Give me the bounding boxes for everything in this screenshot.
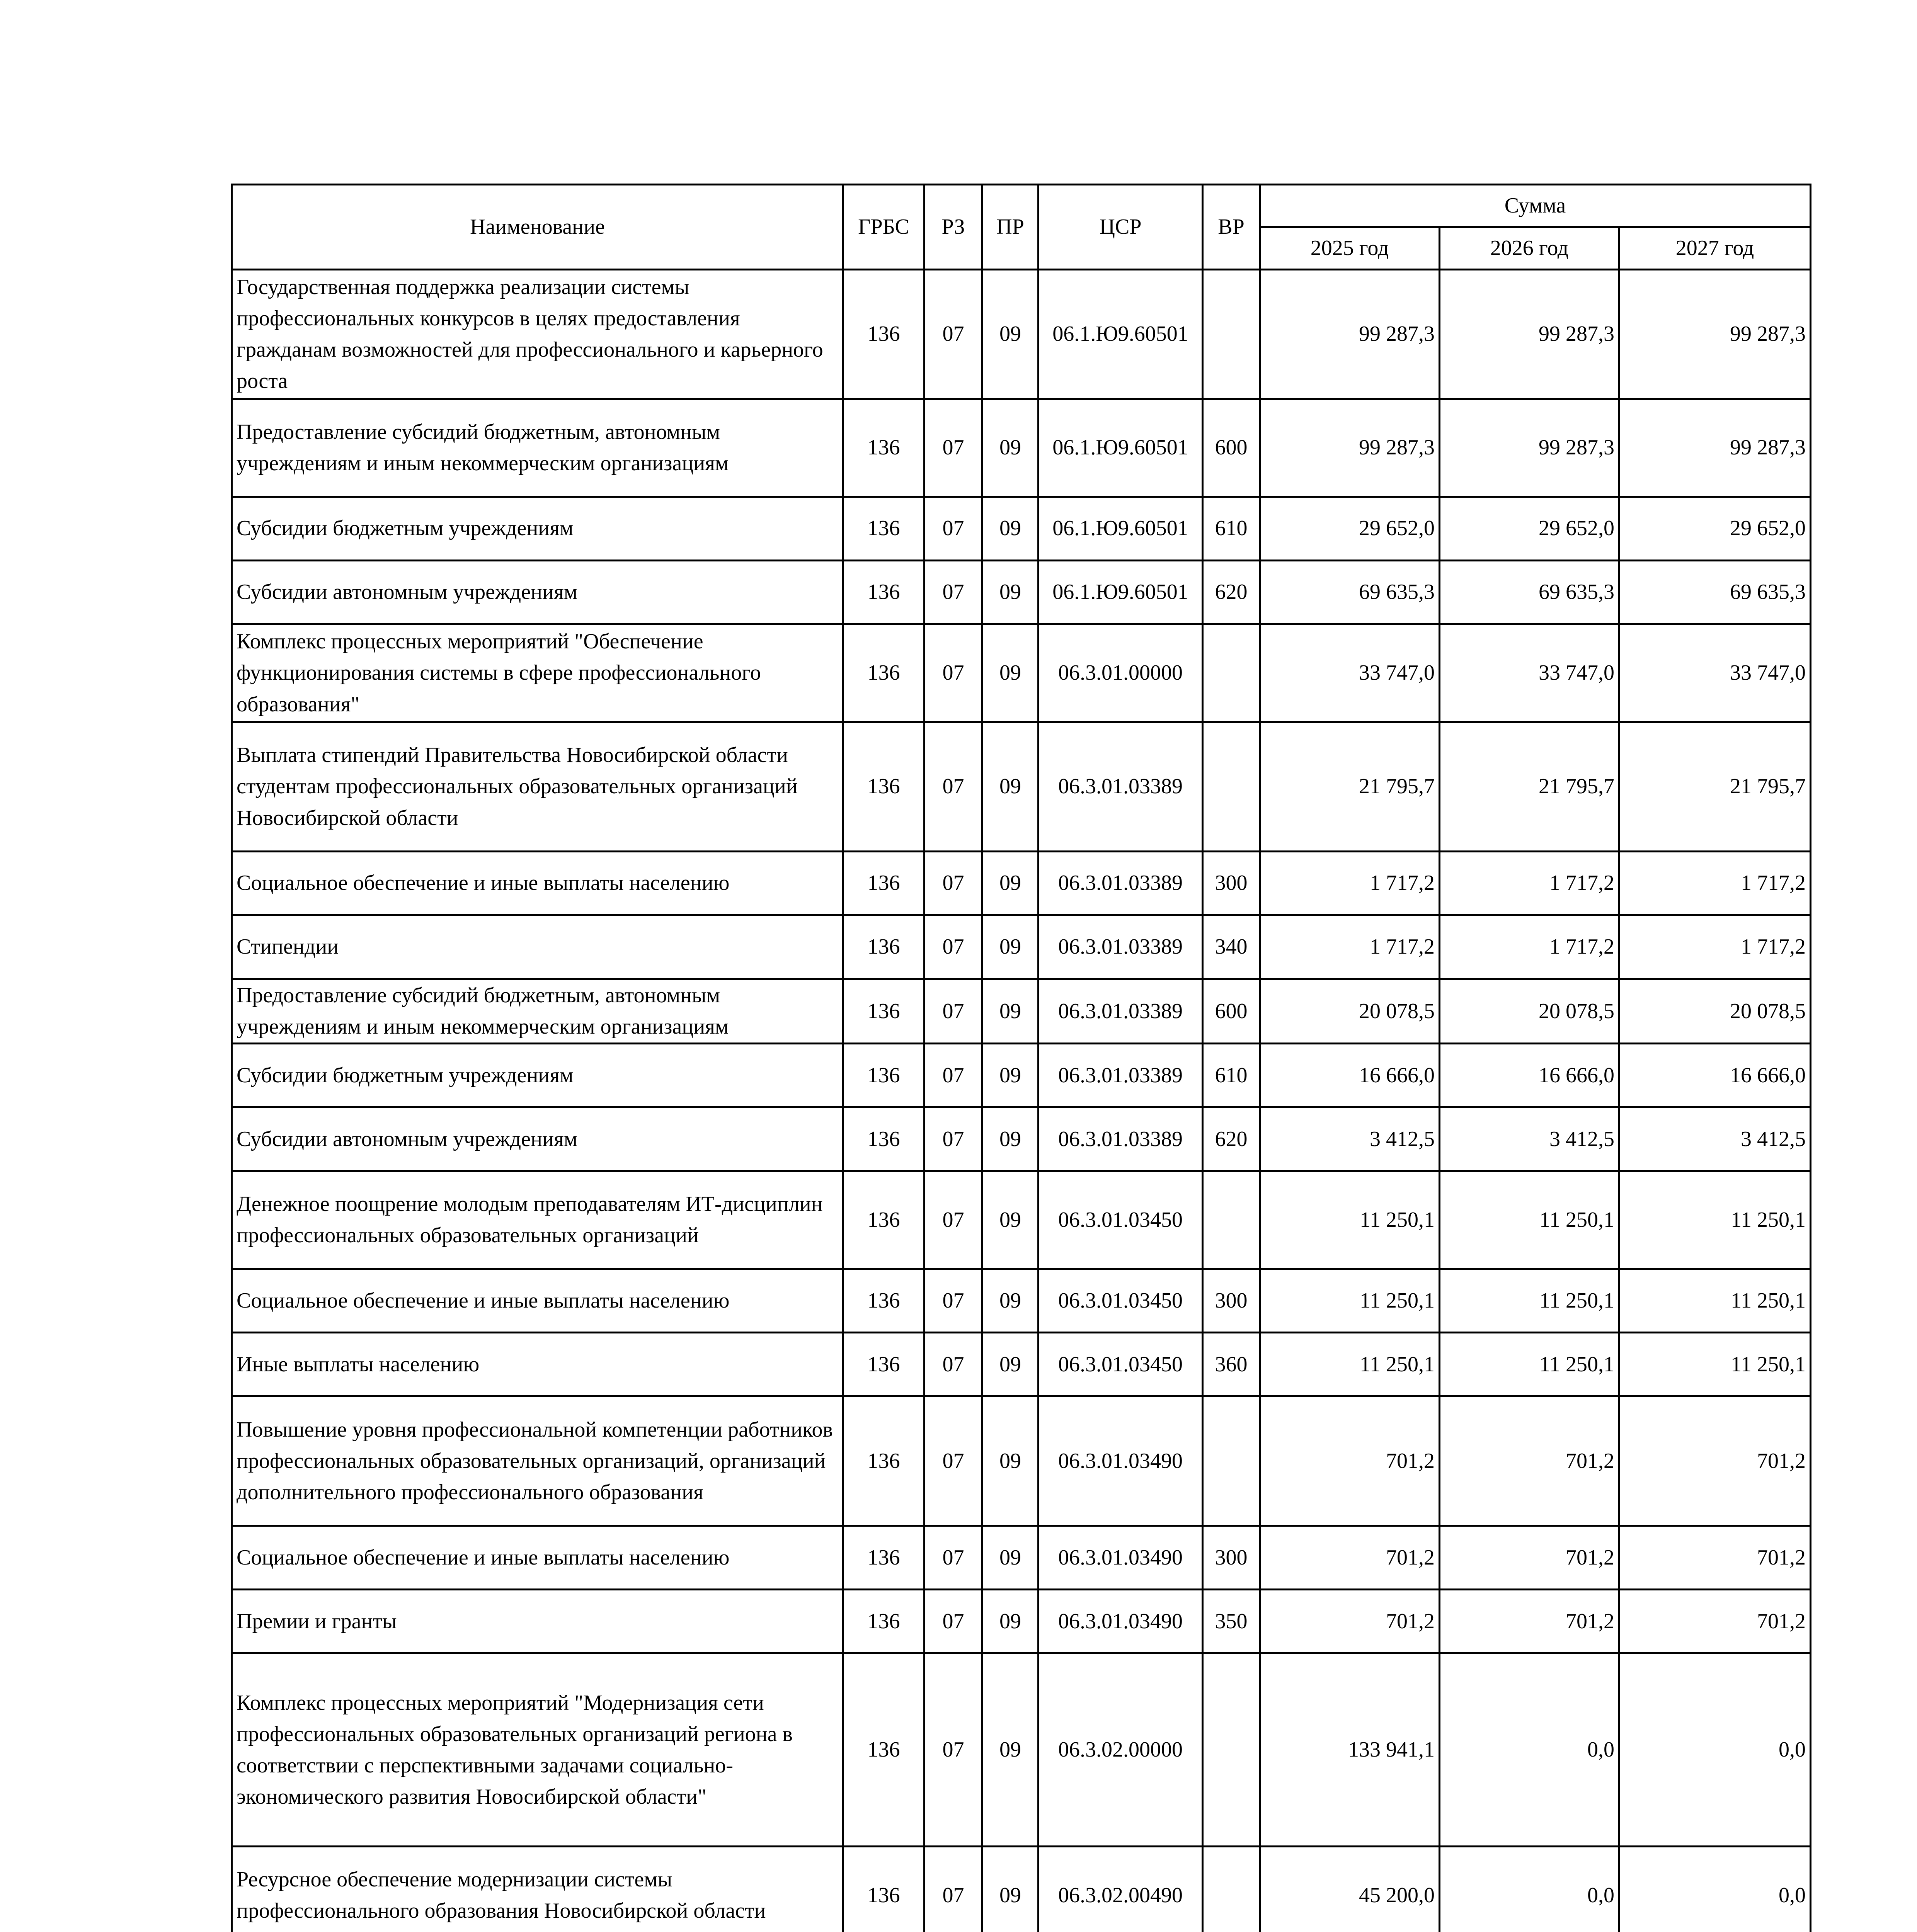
cell-pr: 09 — [982, 561, 1039, 624]
cell-vr — [1203, 1653, 1260, 1847]
cell-2027: 29 652,0 — [1619, 497, 1811, 561]
table-row — [232, 561, 1811, 624]
cell-2027: 701,2 — [1619, 1590, 1811, 1653]
cell-pr: 09 — [982, 1526, 1039, 1590]
cell-grbs: 136 — [843, 1333, 924, 1396]
cell-rz: 07 — [924, 1847, 982, 1932]
cell-name: Премии и гранты — [232, 1590, 843, 1653]
header-vr: ВР — [1203, 185, 1260, 270]
cell-grbs: 136 — [843, 1107, 924, 1171]
cell-rz: 07 — [924, 852, 982, 915]
header-2027: 2027 год — [1619, 227, 1811, 270]
cell-2027: 701,2 — [1619, 1526, 1811, 1590]
table-row — [232, 1171, 1811, 1269]
cell-pr: 09 — [982, 1171, 1039, 1269]
cell-grbs: 136 — [843, 1526, 924, 1590]
cell-2025: 99 287,3 — [1260, 270, 1440, 399]
cell-name: Иные выплаты населению — [232, 1333, 843, 1396]
cell-csr: 06.3.01.03389 — [1039, 722, 1203, 852]
cell-rz: 07 — [924, 270, 982, 399]
cell-grbs: 136 — [843, 497, 924, 561]
cell-2026: 29 652,0 — [1440, 497, 1619, 561]
cell-vr — [1203, 1847, 1260, 1932]
cell-csr: 06.1.Ю9.60501 — [1039, 270, 1203, 399]
table-row — [232, 270, 1811, 399]
cell-csr: 06.3.01.03450 — [1039, 1171, 1203, 1269]
cell-rz: 07 — [924, 1396, 982, 1526]
cell-grbs: 136 — [843, 1847, 924, 1932]
cell-grbs: 136 — [843, 722, 924, 852]
cell-vr — [1203, 270, 1260, 399]
cell-pr: 09 — [982, 1333, 1039, 1396]
header-2026: 2026 год — [1440, 227, 1619, 270]
table-row — [232, 852, 1811, 915]
cell-2027: 0,0 — [1619, 1653, 1811, 1847]
cell-2027: 3 412,5 — [1619, 1107, 1811, 1171]
cell-2025: 99 287,3 — [1260, 399, 1440, 497]
cell-csr: 06.1.Ю9.60501 — [1039, 399, 1203, 497]
cell-name: Комплекс процессных мероприятий "Модернизация сети профессиональных образовательных организаций региона в соответствии с перспективными задачами социально-экономического развития Новосибирской области" — [232, 1653, 843, 1847]
cell-2027: 11 250,1 — [1619, 1269, 1811, 1333]
header-name: Наименование — [232, 185, 843, 270]
cell-vr — [1203, 722, 1260, 852]
cell-rz: 07 — [924, 1107, 982, 1171]
table-row — [232, 1333, 1811, 1396]
cell-2025: 701,2 — [1260, 1526, 1440, 1590]
cell-pr: 09 — [982, 915, 1039, 979]
cell-rz: 07 — [924, 1269, 982, 1333]
cell-grbs: 136 — [843, 852, 924, 915]
cell-csr: 06.1.Ю9.60501 — [1039, 497, 1203, 561]
cell-2026: 1 717,2 — [1440, 915, 1619, 979]
cell-2025: 3 412,5 — [1260, 1107, 1440, 1171]
cell-rz: 07 — [924, 561, 982, 624]
cell-2027: 701,2 — [1619, 1396, 1811, 1526]
cell-2025: 69 635,3 — [1260, 561, 1440, 624]
cell-2025: 1 717,2 — [1260, 915, 1440, 979]
cell-2026: 16 666,0 — [1440, 1044, 1619, 1107]
table-row — [232, 1396, 1811, 1526]
cell-rz: 07 — [924, 915, 982, 979]
cell-2026: 701,2 — [1440, 1526, 1619, 1590]
cell-2025: 21 795,7 — [1260, 722, 1440, 852]
cell-csr: 06.3.01.03389 — [1039, 1107, 1203, 1171]
header-rz: РЗ — [924, 185, 982, 270]
cell-rz: 07 — [924, 624, 982, 722]
cell-2026: 1 717,2 — [1440, 852, 1619, 915]
table-body — [232, 270, 1811, 1932]
cell-pr: 09 — [982, 722, 1039, 852]
cell-vr: 610 — [1203, 497, 1260, 561]
cell-csr: 06.3.01.00000 — [1039, 624, 1203, 722]
cell-2025: 20 078,5 — [1260, 979, 1440, 1044]
cell-grbs: 136 — [843, 1044, 924, 1107]
cell-name: Предоставление субсидий бюджетным, автономным учреждениям и иным некоммерческим организациям — [232, 979, 843, 1044]
cell-name: Субсидии бюджетным учреждениям — [232, 1044, 843, 1107]
cell-name: Государственная поддержка реализации системы профессиональных конкурсов в целях предоставления гражданам возможностей для профессионального и карьерного роста — [232, 270, 843, 399]
cell-grbs: 136 — [843, 1590, 924, 1653]
cell-rz: 07 — [924, 1044, 982, 1107]
cell-rz: 07 — [924, 1590, 982, 1653]
cell-2025: 701,2 — [1260, 1396, 1440, 1526]
cell-2027: 11 250,1 — [1619, 1333, 1811, 1396]
cell-grbs: 136 — [843, 624, 924, 722]
cell-vr: 360 — [1203, 1333, 1260, 1396]
cell-2025: 16 666,0 — [1260, 1044, 1440, 1107]
cell-csr: 06.3.02.00490 — [1039, 1847, 1203, 1932]
cell-pr: 09 — [982, 1269, 1039, 1333]
cell-2027: 20 078,5 — [1619, 979, 1811, 1044]
cell-name: Субсидии бюджетным учреждениям — [232, 497, 843, 561]
cell-2025: 1 717,2 — [1260, 852, 1440, 915]
cell-2025: 11 250,1 — [1260, 1269, 1440, 1333]
cell-2027: 16 666,0 — [1619, 1044, 1811, 1107]
cell-rz: 07 — [924, 722, 982, 852]
cell-2026: 33 747,0 — [1440, 624, 1619, 722]
table-row — [232, 1044, 1811, 1107]
cell-name: Стипендии — [232, 915, 843, 979]
cell-2027: 99 287,3 — [1619, 399, 1811, 497]
cell-pr: 09 — [982, 1847, 1039, 1932]
cell-2027: 69 635,3 — [1619, 561, 1811, 624]
cell-2026: 11 250,1 — [1440, 1171, 1619, 1269]
cell-vr: 620 — [1203, 1107, 1260, 1171]
cell-grbs: 136 — [843, 399, 924, 497]
cell-grbs: 136 — [843, 1653, 924, 1847]
cell-vr: 340 — [1203, 915, 1260, 979]
cell-pr: 09 — [982, 979, 1039, 1044]
cell-pr: 09 — [982, 497, 1039, 561]
cell-2025: 11 250,1 — [1260, 1333, 1440, 1396]
cell-csr: 06.1.Ю9.60501 — [1039, 561, 1203, 624]
cell-name: Предоставление субсидий бюджетным, автономным учреждениям и иным некоммерческим организациям — [232, 399, 843, 497]
table-row — [232, 399, 1811, 497]
cell-grbs: 136 — [843, 1396, 924, 1526]
table-row — [232, 979, 1811, 1044]
cell-csr: 06.3.01.03490 — [1039, 1526, 1203, 1590]
cell-grbs: 136 — [843, 561, 924, 624]
cell-pr: 09 — [982, 1396, 1039, 1526]
table-header — [232, 185, 1811, 270]
cell-csr: 06.3.01.03490 — [1039, 1396, 1203, 1526]
cell-rz: 07 — [924, 497, 982, 561]
cell-name: Денежное поощрение молодым преподавателям ИТ-дисциплин профессиональных образовательных организаций — [232, 1171, 843, 1269]
table-row — [232, 624, 1811, 722]
cell-2026: 99 287,3 — [1440, 270, 1619, 399]
table-row — [232, 1107, 1811, 1171]
cell-grbs: 136 — [843, 1171, 924, 1269]
cell-csr: 06.3.01.03389 — [1039, 1044, 1203, 1107]
cell-2026: 0,0 — [1440, 1653, 1619, 1847]
table-row — [232, 1653, 1811, 1847]
header-2025: 2025 год — [1260, 227, 1440, 270]
table-row — [232, 1269, 1811, 1333]
cell-csr: 06.3.01.03389 — [1039, 915, 1203, 979]
header-sum: Сумма — [1260, 185, 1811, 227]
table-row — [232, 497, 1811, 561]
budget-table — [231, 184, 1811, 1932]
cell-csr: 06.3.01.03490 — [1039, 1590, 1203, 1653]
cell-name: Комплекс процессных мероприятий "Обеспечение функционирования системы в сфере профессионального образования" — [232, 624, 843, 722]
header-csr: ЦСР — [1039, 185, 1203, 270]
cell-2026: 701,2 — [1440, 1590, 1619, 1653]
cell-2026: 69 635,3 — [1440, 561, 1619, 624]
cell-pr: 09 — [982, 1653, 1039, 1847]
cell-grbs: 136 — [843, 915, 924, 979]
cell-rz: 07 — [924, 979, 982, 1044]
cell-2027: 1 717,2 — [1619, 915, 1811, 979]
cell-name: Повышение уровня профессиональной компетенции работников профессиональных образовательных организаций, организаций дополнительного профессионального образования — [232, 1396, 843, 1526]
cell-vr — [1203, 1171, 1260, 1269]
table-row — [232, 722, 1811, 852]
cell-name: Социальное обеспечение и иные выплаты населению — [232, 1526, 843, 1590]
cell-pr: 09 — [982, 1044, 1039, 1107]
cell-rz: 07 — [924, 1653, 982, 1847]
header-grbs: ГРБС — [843, 185, 924, 270]
cell-2026: 0,0 — [1440, 1847, 1619, 1932]
cell-csr: 06.3.01.03389 — [1039, 979, 1203, 1044]
cell-name: Ресурсное обеспечение модернизации системы профессионального образования Новосибирской области — [232, 1847, 843, 1932]
cell-2026: 701,2 — [1440, 1396, 1619, 1526]
cell-name: Субсидии автономным учреждениям — [232, 1107, 843, 1171]
cell-pr: 09 — [982, 852, 1039, 915]
cell-pr: 09 — [982, 624, 1039, 722]
cell-vr: 350 — [1203, 1590, 1260, 1653]
cell-rz: 07 — [924, 1333, 982, 1396]
cell-grbs: 136 — [843, 1269, 924, 1333]
cell-rz: 07 — [924, 1526, 982, 1590]
cell-2025: 29 652,0 — [1260, 497, 1440, 561]
cell-vr: 610 — [1203, 1044, 1260, 1107]
cell-2027: 1 717,2 — [1619, 852, 1811, 915]
cell-name: Субсидии автономным учреждениям — [232, 561, 843, 624]
cell-2026: 20 078,5 — [1440, 979, 1619, 1044]
cell-csr: 06.3.01.03450 — [1039, 1333, 1203, 1396]
cell-2025: 133 941,1 — [1260, 1653, 1440, 1847]
cell-vr — [1203, 624, 1260, 722]
cell-name: Выплата стипендий Правительства Новосибирской области студентам профессиональных образовательных организаций Новосибирской области — [232, 722, 843, 852]
cell-name: Социальное обеспечение и иные выплаты населению — [232, 1269, 843, 1333]
cell-grbs: 136 — [843, 270, 924, 399]
cell-rz: 07 — [924, 399, 982, 497]
table-row — [232, 1847, 1811, 1932]
cell-pr: 09 — [982, 1107, 1039, 1171]
cell-2025: 33 747,0 — [1260, 624, 1440, 722]
table-row — [232, 1590, 1811, 1653]
cell-2027: 0,0 — [1619, 1847, 1811, 1932]
cell-2026: 11 250,1 — [1440, 1333, 1619, 1396]
cell-pr: 09 — [982, 399, 1039, 497]
cell-2027: 11 250,1 — [1619, 1171, 1811, 1269]
cell-2025: 45 200,0 — [1260, 1847, 1440, 1932]
header-pr: ПР — [982, 185, 1039, 270]
cell-vr: 600 — [1203, 399, 1260, 497]
cell-vr: 300 — [1203, 852, 1260, 915]
table-row — [232, 915, 1811, 979]
cell-2027: 33 747,0 — [1619, 624, 1811, 722]
cell-2025: 701,2 — [1260, 1590, 1440, 1653]
cell-vr: 300 — [1203, 1269, 1260, 1333]
cell-vr — [1203, 1396, 1260, 1526]
cell-rz: 07 — [924, 1171, 982, 1269]
cell-csr: 06.3.02.00000 — [1039, 1653, 1203, 1847]
cell-vr: 300 — [1203, 1526, 1260, 1590]
cell-2026: 11 250,1 — [1440, 1269, 1619, 1333]
cell-csr: 06.3.01.03450 — [1039, 1269, 1203, 1333]
cell-grbs: 136 — [843, 979, 924, 1044]
cell-2025: 11 250,1 — [1260, 1171, 1440, 1269]
cell-pr: 09 — [982, 1590, 1039, 1653]
cell-vr: 600 — [1203, 979, 1260, 1044]
cell-2027: 21 795,7 — [1619, 722, 1811, 852]
cell-csr: 06.3.01.03389 — [1039, 852, 1203, 915]
cell-pr: 09 — [982, 270, 1039, 399]
cell-2026: 3 412,5 — [1440, 1107, 1619, 1171]
cell-name: Социальное обеспечение и иные выплаты населению — [232, 852, 843, 915]
cell-vr: 620 — [1203, 561, 1260, 624]
cell-2027: 99 287,3 — [1619, 270, 1811, 399]
table-row — [232, 1526, 1811, 1590]
cell-2026: 99 287,3 — [1440, 399, 1619, 497]
cell-2026: 21 795,7 — [1440, 722, 1619, 852]
